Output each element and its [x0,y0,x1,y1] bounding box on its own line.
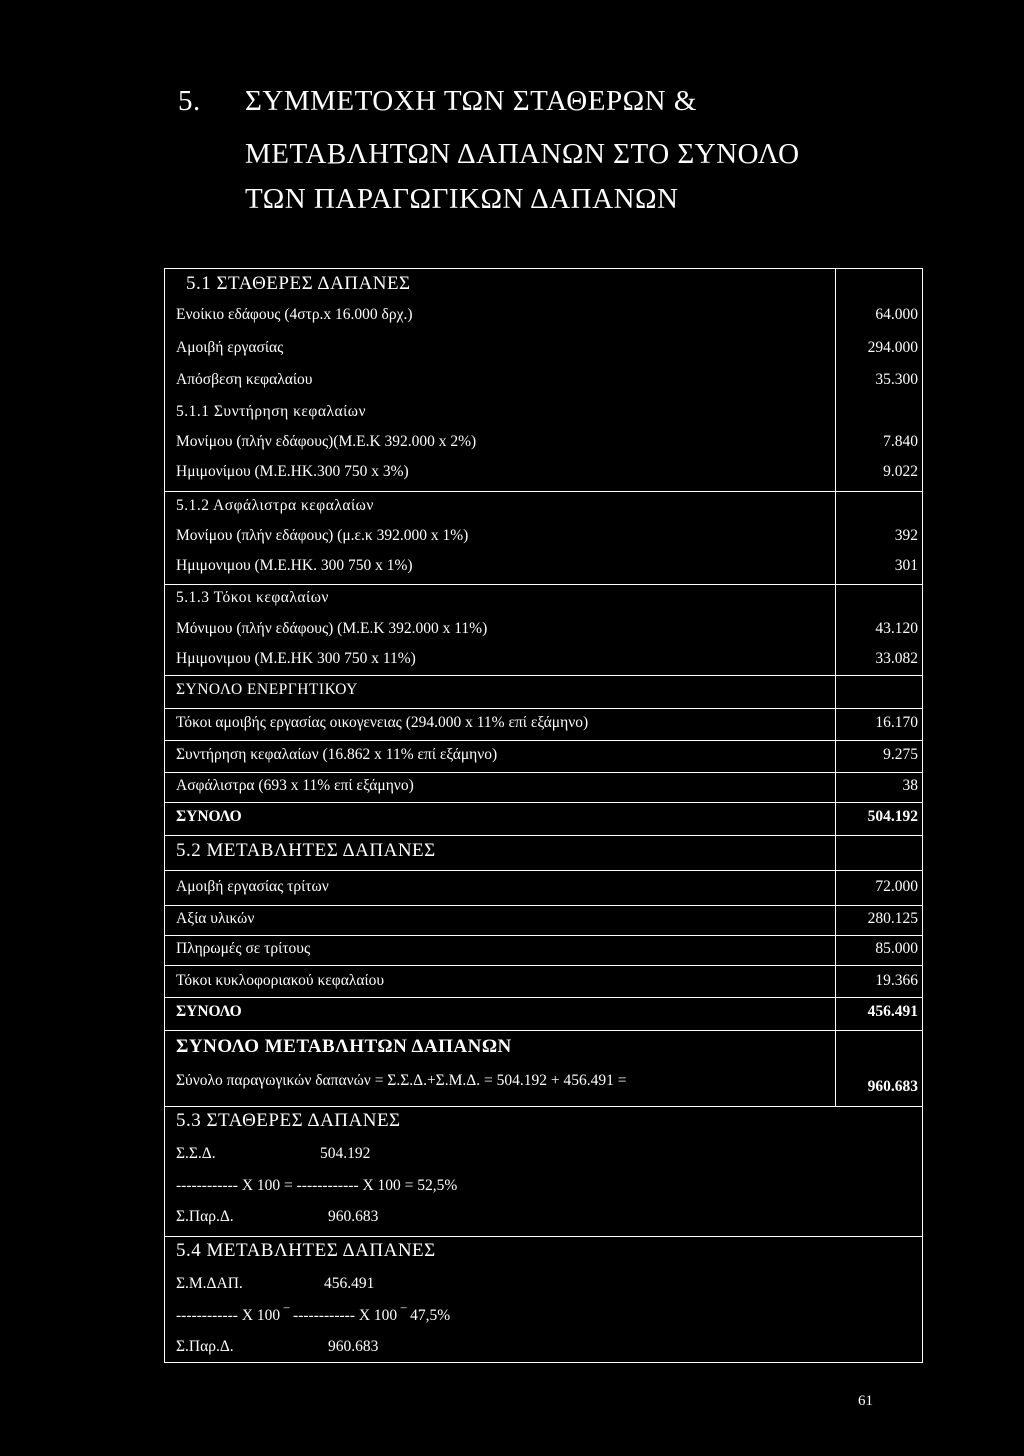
row-value: 85.000 [875,940,918,957]
row-label: Απόσβεση κεφαλαίου [176,371,313,388]
page-number: 61 [858,1393,873,1409]
variable-total-value: 456.491 [867,1003,918,1020]
rule [164,1106,923,1107]
summary-value: 960.683 [867,1078,918,1095]
section-5-1-1-heading: 5.1.1 Συντήρηση κεφαλαίων [176,403,366,420]
variable-total-label: ΣΥΝΟΛΟ [176,1003,242,1020]
row-label: Ημιμονιμου (Μ.Ε.ΗΚ. 300 750 x 1%) [176,557,413,574]
row-value: 19.366 [875,972,918,989]
row-value: 16.170 [875,714,918,731]
ratio-num-value: 456.491 [324,1275,375,1292]
rule [164,935,923,936]
summary-line: Σύνολο παραγωγικών δαπανών = Σ.Σ.Δ.+Σ.Μ.Δ. = 504.192 + 456.491 = [176,1072,627,1089]
rule [164,1236,923,1237]
summary-heading: ΣΥΝΟΛΟ ΜΕΤΑΒΛΗΤΩΝ ΔΑΠΑΝΩΝ [176,1036,512,1057]
rule [164,491,923,492]
row-label: Μόνιμου (πλήν εδάφους) (Μ.Ε.Κ 392.000 x 11%) [176,620,488,637]
row-value: 35.300 [875,371,918,388]
row-value: 64.000 [875,306,918,323]
rule [164,870,923,871]
row-label: Τόκοι αμοιβής εργασίας οικογενειας (294.000 x 11% επί εξάμηνο) [176,714,589,731]
ratio-formula: ------------ X 100 = ------------ X 100 = 52,5% [176,1177,458,1194]
energ-total-heading: ΣΥΝΟΛΟ ΕΝΕΡΓΗΤΙΚΟΥ [176,681,358,698]
row-label: Αμοιβή εργασίας [176,339,284,356]
title-number: 5. [178,85,201,117]
table-value-divider [835,268,836,1106]
row-label: Ημιμονιμου (Μ.Ε.ΗΚ 300 750 x 11%) [176,650,416,667]
row-value: 9.022 [883,463,918,480]
row-label: Αξία υλικών [176,910,255,927]
row-label: Ενοίκιο εδάφους (4στρ.x 16.000 δρχ.) [176,306,413,323]
title-line-3: ΤΩΝ ΠΑΡΑΓΩΓΙΚΩΝ ΔΑΠΑΝΩΝ [245,183,679,215]
rule [164,835,923,836]
title-line-2: ΜΕΤΑΒΛΗΤΩΝ ΔΑΠΑΝΩΝ ΣΤΟ ΣΥΝΟΛΟ [245,138,800,170]
ratio-num-value: 504.192 [320,1145,371,1162]
rule [164,772,923,773]
rule [164,1030,923,1031]
row-label: Μονίμου (πλήν εδάφους) (μ.ε.κ 392.000 x 1%) [176,527,469,544]
rule [164,708,923,709]
row-value: 43.120 [875,620,918,637]
section-5-1-3-heading: 5.1.3 Τόκοι κεφαλαίων [176,589,329,606]
ratio-den-label: Σ.Παρ.Δ. [176,1338,234,1355]
rule [164,740,923,741]
ratio-den-value: 960.683 [328,1338,379,1355]
title-line-1: ΣΥΜΜΕΤΟΧΗ ΤΩΝ ΣΤΑΘΕΡΩΝ & [245,85,697,117]
rule [164,802,923,803]
ratio-num-label: Σ.Σ.Δ. [176,1145,216,1162]
section-5-2-heading: 5.2 ΜΕΤΑΒΛΗΤΕΣ ΔΑΠΑΝΕΣ [176,840,436,861]
row-value: 7.840 [883,433,918,450]
row-value: 9.275 [883,746,918,763]
rule [164,675,923,676]
row-label: Αμοιβή εργασίας τρίτων [176,878,329,895]
row-value: 392 [894,527,918,544]
row-label: Ασφάλιστρα (693 x 11% επί εξάμηνο) [176,777,414,794]
row-value: 294.000 [867,339,918,356]
rule [164,584,923,585]
row-label: Τόκοι κυκλοφοριακού κεφαλαίου [176,972,385,989]
section-5-3-heading: 5.3 ΣΤΑΘΕΡΕΣ ΔΑΠΑΝΕΣ [176,1110,401,1131]
ratio-den-value: 960.683 [328,1208,379,1225]
rule [164,997,923,998]
row-value: 72.000 [875,878,918,895]
row-value: 33.082 [875,650,918,667]
fixed-total-label: ΣΥΝΟΛΟ [176,808,242,825]
row-value: 38 [902,777,918,794]
ratio-num-label: Σ.Μ.ΔΑΠ. [176,1275,243,1292]
section-5-4-heading: 5.4 ΜΕΤΑΒΛΗΤΕΣ ΔΑΠΑΝΕΣ [176,1240,436,1261]
row-value: 301 [894,557,918,574]
ratio-den-label: Σ.Παρ.Δ. [176,1208,234,1225]
section-5-1-heading: 5.1 ΣΤΑΘΕΡΕΣ ΔΑΠΑΝΕΣ [186,273,411,294]
row-label: Μονίμου (πλήν εδάφους)(Μ.Ε.Κ 392.000 x 2%) [176,433,477,450]
row-label: Συντήρηση κεφαλαίων (16.862 x 11% επί εξάμηνο) [176,746,498,763]
row-value: 280.125 [867,910,918,927]
fixed-total-value: 504.192 [867,808,918,825]
row-label: Ημιμονίμου (Μ.Ε.ΗΚ.300 750 x 3%) [176,463,409,480]
rule [164,965,923,966]
rule [164,905,923,906]
section-5-1-2-heading: 5.1.2 Ασφάλιστρα κεφαλαίων [176,497,374,514]
ratio-formula: ------------ X 100 ‾ ------------ X 100 ‾ 47,5% [176,1307,451,1324]
row-label: Πληρωμές σε τρίτους [176,940,311,957]
